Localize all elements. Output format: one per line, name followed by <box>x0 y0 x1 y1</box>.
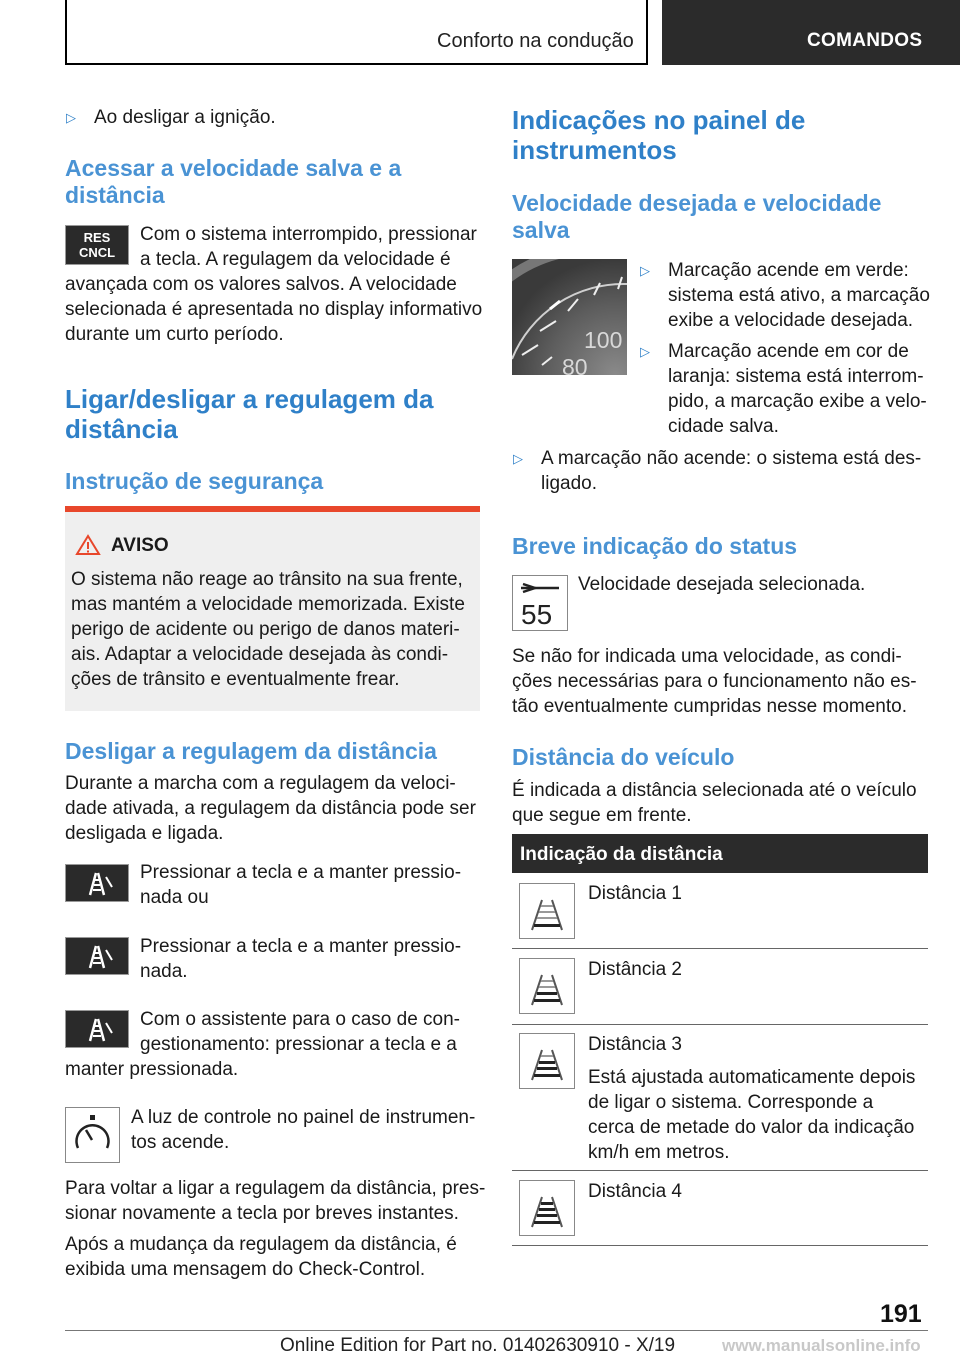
distance-2-icon <box>519 958 575 1014</box>
header-chapter-tab <box>662 0 960 65</box>
heading-speed: Velocidade desejada e velocidade salva <box>512 190 882 243</box>
distance-4-label: Distância 4 <box>588 1181 682 1202</box>
table-row-divider <box>512 1024 928 1025</box>
after-text: Após a mudança da regulagem da distância, é exibida uma mensagem do Check-Control. <box>65 1234 457 1280</box>
bullet-orange: Marcação acende em cor de laranja: sistema está interrom- pido, a marcação exibe a velo- cidade salva. <box>668 341 927 437</box>
bullet-off: A marcação não acende: o sistema está des- ligado. <box>541 448 922 494</box>
bullet-triangle-icon: ▷ <box>640 344 650 359</box>
table-header: Indicação da distância <box>512 834 928 873</box>
heading-status: Breve indicação do status <box>512 533 798 559</box>
warning-triangle-icon <box>75 534 101 556</box>
header-chapter-label: COMANDOS <box>807 30 923 51</box>
header-section-title: Conforto na condução <box>437 30 634 52</box>
heading-turn-off: Desligar a regulagem da distância <box>65 738 437 764</box>
lamp-text: A luz de controle no painel de instrumen- tos acende. <box>131 1107 476 1153</box>
heading-panel-indications: Indicações no painel de instrumentos <box>512 105 806 165</box>
footer-edition: Online Edition for Part no. 01402630910 - X/19 <box>280 1335 676 1356</box>
table-row-divider <box>512 1170 928 1171</box>
table-row-divider <box>512 948 928 949</box>
warning-box <box>65 512 480 711</box>
header-divider-right <box>646 0 648 65</box>
heading-safety: Instrução de segurança <box>65 468 324 494</box>
heading-access-saved: Acessar a velocidade salva e a distância <box>65 155 402 208</box>
distance-button-icon-2 <box>65 937 129 975</box>
heading-toggle-distance: Ligar/desligar a regulagem da distância <box>65 384 434 444</box>
footer-watermark: www.manualsonline.info <box>722 1336 921 1355</box>
distance-2-label: Distância 2 <box>588 959 682 980</box>
distance-3-desc: Está ajustada automaticamente depois de ligar o sistema. Corresponde a cerca de metade do valor da indicação km/h em metros. <box>588 1067 916 1163</box>
bullet-ignition: Ao desligar a ignição. <box>94 107 276 128</box>
distance-button-icon <box>65 864 129 902</box>
bullet-triangle-icon: ▷ <box>513 451 523 466</box>
distance-4-icon <box>519 1180 575 1236</box>
distance-1-label: Distância 1 <box>588 883 682 904</box>
table-row-divider <box>512 1245 928 1246</box>
status-text: Velocidade desejada selecionada. <box>578 574 866 595</box>
distance-paragraph: É indicada a distância selecionada até o veículo que segue em frente. <box>512 780 917 826</box>
footer-rule <box>65 1330 928 1331</box>
page-number: 191 <box>880 1300 922 1328</box>
heading-distance: Distância do veículo <box>512 744 735 770</box>
speed-status-icon <box>512 575 568 631</box>
press-text-2: Pressionar a tecla e a manter pressio- nada. <box>140 936 462 982</box>
access-text-indented: Com o sistema interrompido, pressionar a tecla. A regulagem da velocidade é <box>140 224 477 270</box>
warning-title: AVISO <box>111 535 169 556</box>
res-cncl-button-icon: RES CNCL <box>65 225 129 265</box>
reon-text: Para voltar a ligar a regulagem da distância, pres- sionar novamente a tecla por breves instantes. <box>65 1178 486 1224</box>
svg-text:55: 55 <box>521 599 553 630</box>
distance-3-icon <box>519 1033 575 1089</box>
header-underline <box>65 63 648 65</box>
press-text-3b: manter pressionada. <box>65 1059 239 1080</box>
svg-text:100: 100 <box>584 327 623 353</box>
access-text: avançada com os valores salvos. A velocidade selecionada é apresentada no display informativo durante um curto período. <box>65 274 483 345</box>
bullet-triangle-icon: ▷ <box>640 263 650 278</box>
turn-off-text: Durante a marcha com a regulagem da veloci- dade ativada, a regulagem da distância pode ser desligada e ligada. <box>65 773 476 844</box>
press-text-3a: Com o assistente para o caso de con- gestionamento: pressionar a tecla e a <box>140 1009 461 1055</box>
header-divider-left <box>65 0 67 65</box>
control-lamp-icon <box>65 1107 120 1163</box>
distance-3-label: Distância 3 <box>588 1034 682 1055</box>
bullet-green: Marcação acende em verde: sistema está ativo, a marcação exibe a velocidade desejada. <box>668 260 930 331</box>
distance-button-icon-3 <box>65 1010 129 1048</box>
svg-text:80: 80 <box>562 354 588 375</box>
speedometer-image <box>512 259 627 375</box>
warning-text: O sistema não reage ao trânsito na sua frente, mas mantém a velocidade memorizada. Existe perigo de acidente ou perigo de danos materi- ais. Adaptar a velocidade desejada às condi- ções de trânsito e eventualmente frear. <box>71 569 465 690</box>
status-paragraph: Se não for indicada uma velocidade, as condi- ções necessárias para o funcionamento não es- tão eventualmente cumpridas nesse momento. <box>512 646 917 717</box>
bullet-triangle-icon: ▷ <box>66 110 76 125</box>
press-text-1: Pressionar a tecla e a manter pressio- nada ou <box>140 862 462 908</box>
distance-1-icon <box>519 883 575 939</box>
